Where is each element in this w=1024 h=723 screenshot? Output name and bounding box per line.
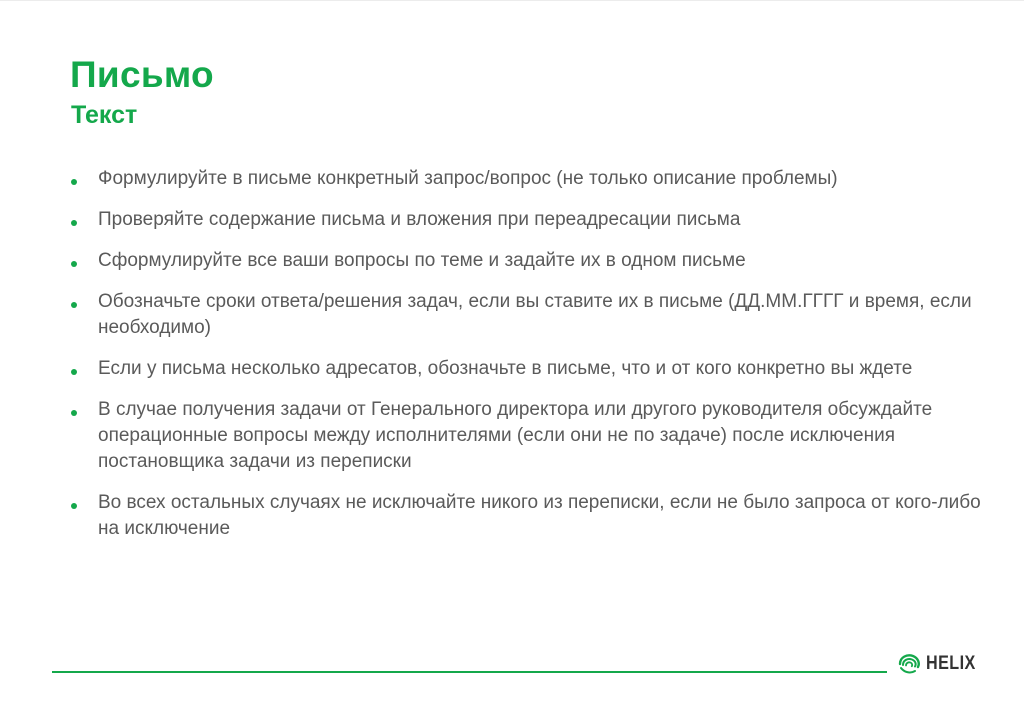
logo-text: HELIX: [926, 653, 976, 674]
bullet-text: Проверяйте содержание письма и вложения при переадресации письма: [98, 209, 741, 230]
bullet-item: [70, 356, 995, 382]
bullet-dot-icon: [71, 302, 77, 308]
bullet-item: [70, 490, 995, 542]
bullet-list: [70, 166, 995, 557]
bullet-item: [70, 166, 995, 192]
bullet-dot-icon: [71, 410, 77, 416]
footer-divider: [52, 671, 887, 673]
bullet-dot-icon: [71, 261, 77, 267]
bullet-dot-icon: [71, 503, 77, 509]
bullet-dot-icon: [71, 369, 77, 375]
bullet-text: Сформулируйте все ваши вопросы по теме и задайте их в одном письме: [98, 250, 746, 271]
bullet-text: Обозначьте сроки ответа/решения задач, если вы ставите их в письме (ДД.ММ.ГГГГ и время, если необходимо): [98, 291, 972, 338]
bullet-dot-icon: [71, 179, 77, 185]
bullet-text: Если у письма несколько адресатов, обозначьте в письме, что и от кого конкретно вы ждете: [98, 358, 913, 379]
bullet-text: В случае получения задачи от Генерального директора или другого руководителя обсуждайте операционные вопросы между исполнителями (если они не по задаче) после исключения постановщика задачи из переписки: [98, 399, 933, 472]
slide-subtitle: Текст: [71, 101, 138, 129]
slide-title: Письмо: [70, 54, 214, 95]
bullet-item: [70, 248, 995, 274]
bullet-item: [70, 289, 995, 341]
bullet-item: [70, 397, 995, 475]
bullet-dot-icon: [71, 220, 77, 226]
bullet-text: Во всех остальных случаях не исключайте никого из переписки, если не было запроса от кого-либо на исключение: [98, 492, 981, 539]
helix-swirl-icon: [897, 651, 923, 677]
helix-logo: [897, 649, 984, 679]
bullet-item: [70, 207, 995, 233]
bullet-text: Формулируйте в письме конкретный запрос/вопрос (не только описание проблемы): [98, 168, 838, 189]
